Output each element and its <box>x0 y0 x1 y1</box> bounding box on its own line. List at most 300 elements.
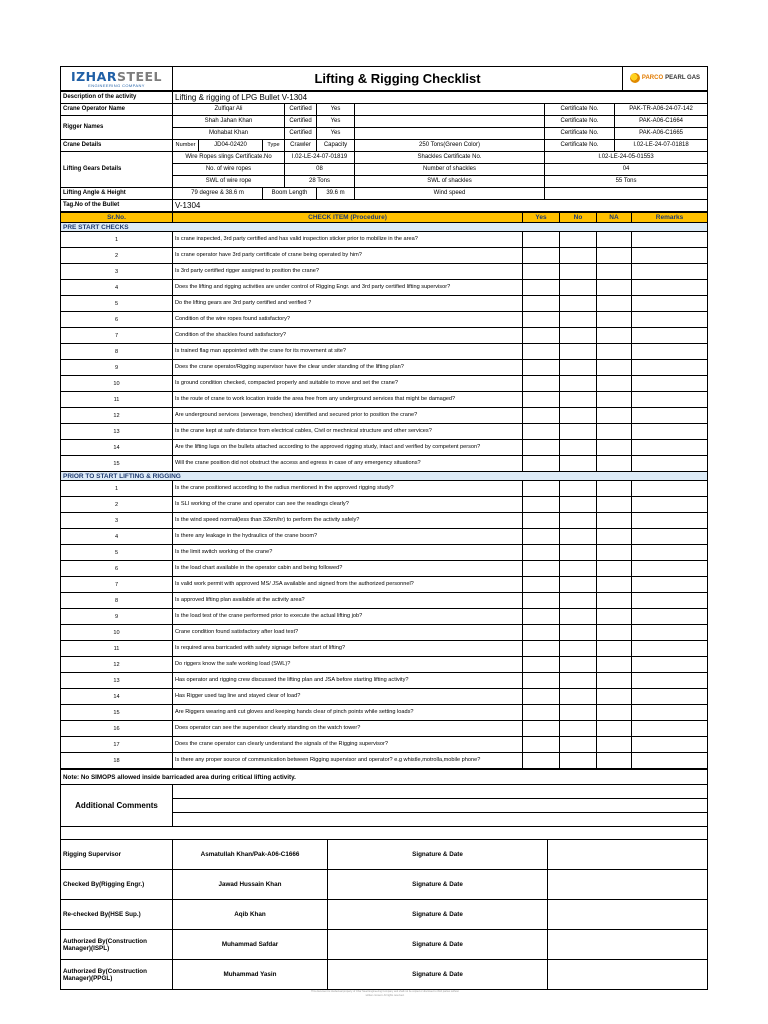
row-na-cell[interactable] <box>597 721 632 737</box>
row-no-cell[interactable] <box>560 721 597 737</box>
row-na-cell[interactable] <box>597 424 632 440</box>
signoff-table <box>60 769 708 990</box>
signature-date-label: Signature & Date <box>328 960 548 990</box>
row-no-cell[interactable] <box>560 248 597 264</box>
row-yes-cell[interactable] <box>523 344 560 360</box>
section1-title: PRE START CHECKS <box>61 223 708 232</box>
rigger2-cert-no: PAK-A06-C1665 <box>615 128 708 140</box>
row-remarks-cell[interactable] <box>632 424 708 440</box>
comment-line-3[interactable] <box>173 813 708 827</box>
wind-label: Wind speed <box>355 188 545 200</box>
row-no-cell[interactable] <box>560 280 597 296</box>
checklist-row <box>61 513 708 529</box>
rigger2-cert-no-label: Certificate No. <box>545 128 615 140</box>
row-check-item: Condition of the wire ropes found satisfactory? <box>173 312 523 328</box>
row-na-cell[interactable] <box>597 296 632 312</box>
checklist-row <box>61 721 708 737</box>
row-remarks-cell[interactable] <box>632 545 708 561</box>
row-remarks-cell[interactable] <box>632 513 708 529</box>
row-remarks-cell[interactable] <box>632 529 708 545</box>
checklist-row <box>61 456 708 472</box>
comment-line-2[interactable] <box>173 799 708 813</box>
signature-role: Authorized By(Construction Manager)(PPGL) <box>61 960 173 990</box>
signature-row <box>61 930 708 960</box>
gears-label: Lifting Gears Details <box>61 152 173 188</box>
row-no-cell[interactable] <box>560 753 597 769</box>
row-check-item: Is crane operator have 3rd party certificate of crane being operated by him? <box>173 248 523 264</box>
row-sr-no: 13 <box>61 424 173 440</box>
row-na-cell[interactable] <box>597 593 632 609</box>
section2-title: PRIOR TO START LIFTING & RIGGING <box>61 472 708 481</box>
row-yes-cell[interactable] <box>523 296 560 312</box>
row-na-cell[interactable] <box>597 456 632 472</box>
signature-date-label: Signature & Date <box>328 930 548 960</box>
row-no-cell[interactable] <box>560 312 597 328</box>
checklist-row <box>61 376 708 392</box>
row-yes-cell[interactable] <box>523 673 560 689</box>
row-na-cell[interactable] <box>597 408 632 424</box>
row-no-cell[interactable] <box>560 392 597 408</box>
row-na-cell[interactable] <box>597 376 632 392</box>
row-na-cell[interactable] <box>597 609 632 625</box>
checklist-row <box>61 545 708 561</box>
row-no-cell[interactable] <box>560 705 597 721</box>
row-na-cell[interactable] <box>597 232 632 248</box>
signature-field[interactable] <box>548 900 708 930</box>
row-remarks-cell[interactable] <box>632 705 708 721</box>
comment-line-1[interactable] <box>173 785 708 799</box>
row-remarks-cell[interactable] <box>632 408 708 424</box>
row-sr-no: 5 <box>61 545 173 561</box>
row-no-cell[interactable] <box>560 232 597 248</box>
section1-header-row <box>61 223 708 232</box>
row-yes-cell[interactable] <box>523 657 560 673</box>
row-sr-no: 15 <box>61 456 173 472</box>
row-sr-no: 8 <box>61 593 173 609</box>
row-check-item: Is valid work permit with approved MS/ JSA available and signed from the authorized personnel? <box>173 577 523 593</box>
row-no-cell[interactable] <box>560 328 597 344</box>
row-remarks-cell[interactable] <box>632 657 708 673</box>
logo-pearl-gas-word: PEARL GAS <box>665 74 701 81</box>
row-remarks-cell[interactable] <box>632 753 708 769</box>
row-check-item: Will the crane position did not obstruct the access and egress in case of any emergency situations? <box>173 456 523 472</box>
logo-izhar-word: IZHAR <box>70 68 117 84</box>
signature-field[interactable] <box>548 840 708 870</box>
row-remarks-cell[interactable] <box>632 481 708 497</box>
swl-shackles: 55 Tons <box>545 176 708 188</box>
signature-person-name: Asmatullah Khan/Pak-A06-C1666 <box>173 840 328 870</box>
row-na-cell[interactable] <box>597 513 632 529</box>
row-yes-cell[interactable] <box>523 440 560 456</box>
row-check-item: Is approved lifting plan available at the activity area? <box>173 593 523 609</box>
row-na-cell[interactable] <box>597 497 632 513</box>
checklist-row <box>61 481 708 497</box>
row-check-item: Condition of the shackles found satisfactory? <box>173 328 523 344</box>
row-yes-cell[interactable] <box>523 456 560 472</box>
row-na-cell[interactable] <box>597 657 632 673</box>
rigger1-certified-label: Certified <box>285 116 317 128</box>
row-sr-no: 7 <box>61 328 173 344</box>
checklist-header-row <box>61 213 708 223</box>
row-remarks-cell[interactable] <box>632 344 708 360</box>
angle-value: 79 degree & 38.6 m <box>173 188 263 200</box>
row-yes-cell[interactable] <box>523 513 560 529</box>
row-yes-cell[interactable] <box>523 248 560 264</box>
row-sr-no: 8 <box>61 344 173 360</box>
row-no-cell[interactable] <box>560 529 597 545</box>
row-check-item: Does the crane operator can clearly understand the signals of the Rigging supervisor? <box>173 737 523 753</box>
row-remarks-cell[interactable] <box>632 264 708 280</box>
signature-person-name: Muhammad Yasin <box>173 960 328 990</box>
wind-value <box>545 188 708 200</box>
shackles-count: 04 <box>545 164 708 176</box>
row-remarks-cell[interactable] <box>632 577 708 593</box>
section2-header-row <box>61 472 708 481</box>
signature-role: Re-checked By(HSE Sup.) <box>61 900 173 930</box>
row-remarks-cell[interactable] <box>632 296 708 312</box>
checklist-row <box>61 689 708 705</box>
logo-steel-word: STEEL <box>116 68 163 84</box>
rigger1-certified-value: Yes <box>317 116 355 128</box>
signature-field[interactable] <box>548 960 708 990</box>
row-yes-cell[interactable] <box>523 264 560 280</box>
row-check-item: Is the load chart available in the operator cabin and being followed? <box>173 561 523 577</box>
rigger2-certified-label: Certified <box>285 128 317 140</box>
row-remarks-cell[interactable] <box>632 232 708 248</box>
row-no-cell[interactable] <box>560 440 597 456</box>
checklist-row <box>61 673 708 689</box>
row-no-cell[interactable] <box>560 264 597 280</box>
row-na-cell[interactable] <box>597 705 632 721</box>
checklist-row <box>61 296 708 312</box>
row-remarks-cell[interactable] <box>632 609 708 625</box>
row-yes-cell[interactable] <box>523 561 560 577</box>
row-yes-cell[interactable] <box>523 497 560 513</box>
row-no-cell[interactable] <box>560 376 597 392</box>
row-na-cell[interactable] <box>597 561 632 577</box>
rigger1-cert-no: PAK-A06-C1664 <box>615 116 708 128</box>
shackles-cert-label: Shackles Certificate No. <box>355 152 545 164</box>
checklist-row <box>61 280 708 296</box>
row-sr-no: 4 <box>61 529 173 545</box>
col-yes-header: Yes <box>523 213 560 223</box>
row-no-cell[interactable] <box>560 657 597 673</box>
parco-flame-icon <box>630 73 640 83</box>
checklist-row <box>61 392 708 408</box>
row-na-cell[interactable] <box>597 529 632 545</box>
row-na-cell[interactable] <box>597 737 632 753</box>
row-check-item: Do riggers know the safe working load (SWL)? <box>173 657 523 673</box>
row-remarks-cell[interactable] <box>632 689 708 705</box>
row-no-cell[interactable] <box>560 424 597 440</box>
crane-capacity-label: Capacity <box>317 140 355 152</box>
shackles-count-label: Number of shackles <box>355 164 545 176</box>
row-sr-no: 6 <box>61 561 173 577</box>
row-check-item: Crane condition found satisfactory after load test? <box>173 625 523 641</box>
row-remarks-cell[interactable] <box>632 737 708 753</box>
checklist-row <box>61 529 708 545</box>
rigger1-name: Shah Jahan Khan <box>173 116 285 128</box>
row-yes-cell[interactable] <box>523 689 560 705</box>
row-check-item: Is the crane kept at safe distance from electrical cables, Civil or mechnical structure and other services? <box>173 424 523 440</box>
row-yes-cell[interactable] <box>523 408 560 424</box>
checklist-table <box>60 212 708 769</box>
row-na-cell[interactable] <box>597 545 632 561</box>
rigger2-certified-value: Yes <box>317 128 355 140</box>
row-sr-no: 9 <box>61 609 173 625</box>
checklist-row <box>61 641 708 657</box>
boom-value: 39.6 m <box>317 188 355 200</box>
signature-row <box>61 960 708 990</box>
row-yes-cell[interactable] <box>523 641 560 657</box>
row-check-item: Is SLI working of the crane and operator can see the readings clearly? <box>173 497 523 513</box>
row-no-cell[interactable] <box>560 408 597 424</box>
ropes-count: 08 <box>285 164 355 176</box>
row-check-item: Does operator can see the supervisor clearly standing on the watch tower? <box>173 721 523 737</box>
row-yes-cell[interactable] <box>523 753 560 769</box>
row-yes-cell[interactable] <box>523 328 560 344</box>
checklist-row <box>61 577 708 593</box>
row-check-item: Has operator and rigging crew discussed the lifting plan and JSA before starting lifting activity? <box>173 673 523 689</box>
row-sr-no: 3 <box>61 513 173 529</box>
checklist-row <box>61 705 708 721</box>
row-yes-cell[interactable] <box>523 705 560 721</box>
signature-field[interactable] <box>548 930 708 960</box>
row-remarks-cell[interactable] <box>632 392 708 408</box>
row-sr-no: 3 <box>61 264 173 280</box>
row-sr-no: 14 <box>61 440 173 456</box>
row-na-cell[interactable] <box>597 280 632 296</box>
row-yes-cell[interactable] <box>523 392 560 408</box>
row-na-cell[interactable] <box>597 673 632 689</box>
row-na-cell[interactable] <box>597 689 632 705</box>
row-na-cell[interactable] <box>597 360 632 376</box>
row-check-item: Is crane inspected, 3rd party certified and has valid inspection sticker prior to mobilize in the area? <box>173 232 523 248</box>
operator-label: Crane Operator Name <box>61 104 173 116</box>
col-na-header: NA <box>597 213 632 223</box>
crane-number-label: Number <box>173 140 199 152</box>
row-remarks-cell[interactable] <box>632 497 708 513</box>
angle-label: Lifting Angle & Height <box>61 188 173 200</box>
row-sr-no: 1 <box>61 232 173 248</box>
row-na-cell[interactable] <box>597 344 632 360</box>
row-check-item: Are underground services (sewerage, trenches) identified and secured prior to position the crane? <box>173 408 523 424</box>
operator-cert-no-label: Certificate No. <box>545 104 615 116</box>
row-check-item: Do the lifting gears are 3rd party certified and verified ? <box>173 296 523 312</box>
row-remarks-cell[interactable] <box>632 641 708 657</box>
checklist-row <box>61 328 708 344</box>
checklist-row <box>61 737 708 753</box>
row-no-cell[interactable] <box>560 737 597 753</box>
row-na-cell[interactable] <box>597 753 632 769</box>
row-remarks-cell[interactable] <box>632 721 708 737</box>
row-no-cell[interactable] <box>560 689 597 705</box>
checklist-row <box>61 561 708 577</box>
operator-certified-value: Yes <box>317 104 355 116</box>
row-sr-no: 9 <box>61 360 173 376</box>
row-sr-no: 10 <box>61 625 173 641</box>
row-sr-no: 13 <box>61 673 173 689</box>
row-yes-cell[interactable] <box>523 312 560 328</box>
row-check-item: Is required area barricaded with safety signage before start of lifting? <box>173 641 523 657</box>
row-remarks-cell[interactable] <box>632 376 708 392</box>
col-item-header: CHECK ITEM (Procedure) <box>173 213 523 223</box>
row-no-cell[interactable] <box>560 593 597 609</box>
row-no-cell[interactable] <box>560 545 597 561</box>
row-yes-cell[interactable] <box>523 280 560 296</box>
tag-label: Tag.No of the Bullet <box>61 200 173 212</box>
row-remarks-cell[interactable] <box>632 625 708 641</box>
row-remarks-cell[interactable] <box>632 593 708 609</box>
row-check-item: Are the lifting lugs on the bullets attached according to the approved rigging study, intact and verified by competent person? <box>173 440 523 456</box>
row-remarks-cell[interactable] <box>632 312 708 328</box>
row-sr-no: 16 <box>61 721 173 737</box>
operator-name: Zulfiqar Ali <box>173 104 285 116</box>
row-no-cell[interactable] <box>560 673 597 689</box>
row-yes-cell[interactable] <box>523 376 560 392</box>
row-yes-cell[interactable] <box>523 529 560 545</box>
row-check-item: Is 3rd party certified rigger assigned to position the crane? <box>173 264 523 280</box>
row-no-cell[interactable] <box>560 609 597 625</box>
row-no-cell[interactable] <box>560 360 597 376</box>
row-check-item: Is the crane positioned according to the radius mentioned in the approved rigging study? <box>173 481 523 497</box>
checklist-row <box>61 753 708 769</box>
row-remarks-cell[interactable] <box>632 328 708 344</box>
row-check-item: Has Rigger used tag line and stayed clear of load? <box>173 689 523 705</box>
row-no-cell[interactable] <box>560 625 597 641</box>
crane-type: Crawler <box>285 140 317 152</box>
row-na-cell[interactable] <box>597 264 632 280</box>
row-sr-no: 11 <box>61 641 173 657</box>
row-sr-no: 15 <box>61 705 173 721</box>
row-yes-cell[interactable] <box>523 232 560 248</box>
row-no-cell[interactable] <box>560 456 597 472</box>
checklist-row <box>61 440 708 456</box>
row-no-cell[interactable] <box>560 513 597 529</box>
checklist-row <box>61 360 708 376</box>
row-na-cell[interactable] <box>597 248 632 264</box>
row-na-cell[interactable] <box>597 328 632 344</box>
swl-rope-label: SWL of wire rope <box>173 176 285 188</box>
shackles-cert-no: I.02-LE-24-05-01553 <box>545 152 708 164</box>
row-yes-cell[interactable] <box>523 424 560 440</box>
row-remarks-cell[interactable] <box>632 456 708 472</box>
boom-label: Boom Length <box>263 188 317 200</box>
row-no-cell[interactable] <box>560 497 597 513</box>
row-sr-no: 6 <box>61 312 173 328</box>
signature-field[interactable] <box>548 870 708 900</box>
rigger2-name: Mohabat Khan <box>173 128 285 140</box>
row-remarks-cell[interactable] <box>632 280 708 296</box>
spacer-row <box>61 827 708 840</box>
row-yes-cell[interactable] <box>523 737 560 753</box>
row-na-cell[interactable] <box>597 625 632 641</box>
checklist-row <box>61 264 708 280</box>
row-na-cell[interactable] <box>597 392 632 408</box>
row-no-cell[interactable] <box>560 577 597 593</box>
row-check-item: Is there any leakage in the hydraulics of the crane boom? <box>173 529 523 545</box>
row-yes-cell[interactable] <box>523 545 560 561</box>
checklist-row <box>61 312 708 328</box>
row-yes-cell[interactable] <box>523 360 560 376</box>
row-no-cell[interactable] <box>560 641 597 657</box>
signature-row <box>61 840 708 870</box>
checklist-row <box>61 408 708 424</box>
signature-date-label: Signature & Date <box>328 870 548 900</box>
row-no-cell[interactable] <box>560 481 597 497</box>
row-no-cell[interactable] <box>560 296 597 312</box>
row-check-item: Does the crane operator/Rigging supervisor have the clear under standing of the lifting plan? <box>173 360 523 376</box>
signature-row <box>61 900 708 930</box>
row-na-cell[interactable] <box>597 440 632 456</box>
row-na-cell[interactable] <box>597 577 632 593</box>
desc-label: Description of the activity <box>61 92 173 104</box>
row-no-cell[interactable] <box>560 344 597 360</box>
operator-certified-label: Certified <box>285 104 317 116</box>
logo-parco-word: PARCO <box>641 74 664 81</box>
row-sr-no: 5 <box>61 296 173 312</box>
row-yes-cell[interactable] <box>523 577 560 593</box>
checklist-row <box>61 232 708 248</box>
row-sr-no: 14 <box>61 689 173 705</box>
row-yes-cell[interactable] <box>523 721 560 737</box>
slings-cert-no: I.02-LE-24-07-01819 <box>285 152 355 164</box>
row-yes-cell[interactable] <box>523 593 560 609</box>
signature-person-name: Muhammad Safdar <box>173 930 328 960</box>
row-sr-no: 2 <box>61 248 173 264</box>
document-title: Lifting & Rigging Checklist <box>173 67 623 91</box>
row-remarks-cell[interactable] <box>632 673 708 689</box>
row-na-cell[interactable] <box>597 641 632 657</box>
checklist-row <box>61 248 708 264</box>
riggers-label: Rigger Names <box>61 116 173 140</box>
crane-type-label: Type <box>263 140 285 152</box>
checklist-row <box>61 593 708 609</box>
row-na-cell[interactable] <box>597 481 632 497</box>
parco-pearl-gas-logo <box>623 67 708 91</box>
signature-person-name: Jawad Hussain Khan <box>173 870 328 900</box>
logo-subtitle: ENGINEERING COMPANY <box>88 82 145 88</box>
row-na-cell[interactable] <box>597 312 632 328</box>
checklist-row <box>61 609 708 625</box>
checklist-row <box>61 657 708 673</box>
row-remarks-cell[interactable] <box>632 440 708 456</box>
row-sr-no: 11 <box>61 392 173 408</box>
row-check-item: Is the wind speed normal(less than 32km/hr) to perform the activity safely? <box>173 513 523 529</box>
checklist-row <box>61 497 708 513</box>
rigger1-cert-no-label: Certificate No. <box>545 116 615 128</box>
row-yes-cell[interactable] <box>523 481 560 497</box>
row-remarks-cell[interactable] <box>632 561 708 577</box>
row-remarks-cell[interactable] <box>632 360 708 376</box>
crane-number: JD04-02420 <box>199 140 263 152</box>
signature-date-label: Signature & Date <box>328 900 548 930</box>
row-remarks-cell[interactable] <box>632 248 708 264</box>
row-check-item: Is there any proper source of communication between Rigging supervisor and operator? e.g whistle,motrolla,mobile phone? <box>173 753 523 769</box>
row-yes-cell[interactable] <box>523 609 560 625</box>
row-no-cell[interactable] <box>560 561 597 577</box>
slings-cert-label: Wire Ropes slings Certificate.No <box>173 152 285 164</box>
swl-rope: 28 Tons <box>285 176 355 188</box>
row-sr-no: 7 <box>61 577 173 593</box>
row-check-item: Is ground condition checked, compacted properly and suitable to move and set the crane? <box>173 376 523 392</box>
izhar-steel-logo <box>61 67 173 91</box>
crane-label: Crane Details <box>61 140 173 152</box>
signature-role: Authorized By(Construction Manager)(ISPL) <box>61 930 173 960</box>
crane-capacity: 250 Tons(Green Color) <box>355 140 545 152</box>
desc-value: Lifting & rigging of LPG Bullet V-1304 <box>173 92 708 104</box>
row-yes-cell[interactable] <box>523 625 560 641</box>
